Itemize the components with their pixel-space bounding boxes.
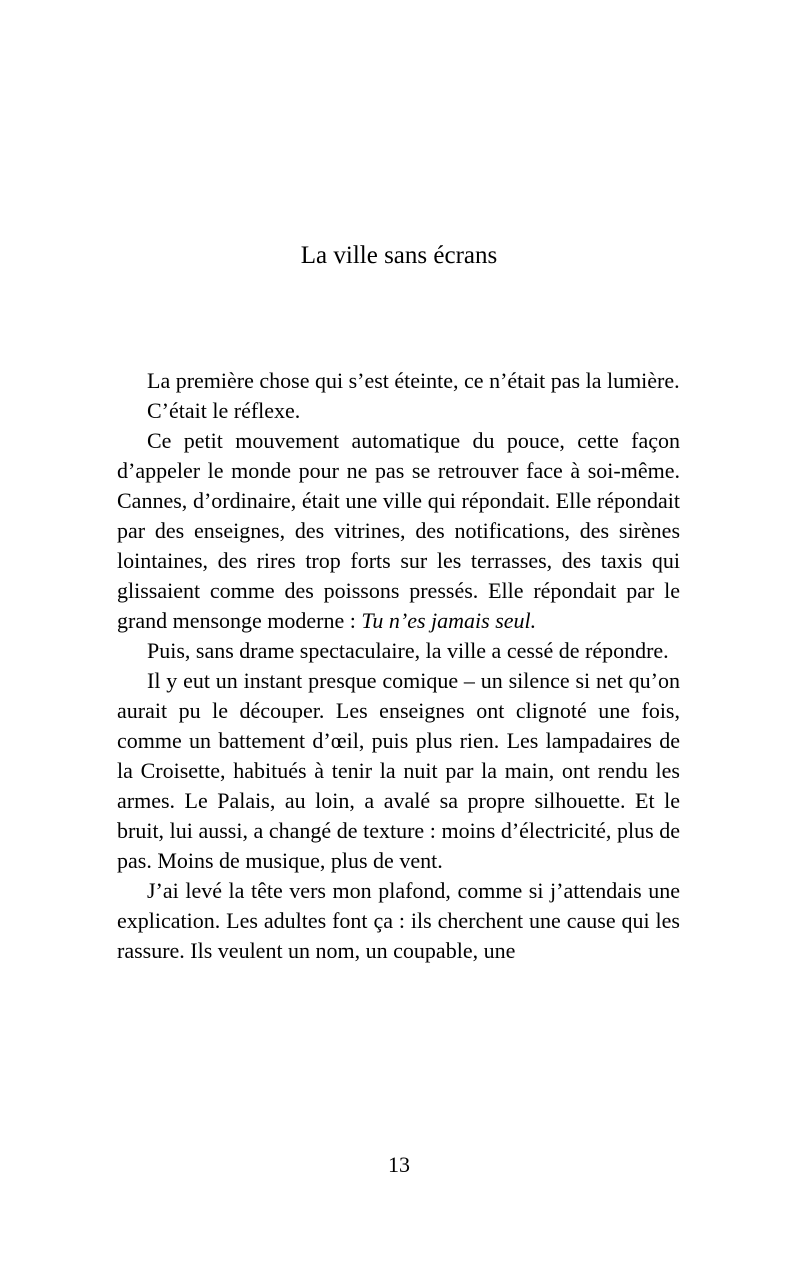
paragraph-text: J’ai levé la tête vers mon plafond, comme si j’attendais une explication. Les adultes font ça : ils cherchent une cause qui les rassure. Ils veulent un nom, un coupable, une	[117, 878, 680, 963]
paragraph	[117, 426, 680, 636]
chapter-title: La ville sans écrans	[300, 242, 498, 269]
paragraph	[117, 366, 680, 396]
paragraph	[117, 396, 680, 426]
paragraph-text: Ce petit mouvement automatique du pouce, cette façon d’appeler le monde pour ne pas se retrouver face à soi-même. Cannes, d’ordinaire, était une ville qui répondait. Elle répondait par des enseignes, des vitrines, des notifications, des sirènes lointaines, des rires trop forts sur les terrasses, des taxis qui glissaient comme des poissons pressés. Elle répondait par le grand mensonge moderne :	[117, 428, 680, 633]
body-text	[117, 366, 680, 966]
paragraph	[117, 876, 680, 966]
italic-phrase: Tu n’es jamais seul.	[361, 608, 537, 633]
paragraph-text: C’était le réflexe.	[147, 398, 301, 423]
paragraph-text: Puis, sans drame spectaculaire, la ville a cessé de répondre.	[147, 638, 669, 663]
page-number: 13	[388, 1152, 410, 1177]
paragraph-text: La première chose qui s’est éteinte, ce n’était pas la lumière.	[147, 368, 680, 393]
paragraph	[117, 636, 680, 666]
paragraph	[117, 666, 680, 876]
paragraph-text: Il y eut un instant presque comique – un silence si net qu’on aurait pu le découper. Les enseignes ont clignoté une fois, comme un battement d’œil, puis plus rien. Les lampadaires de la Croisette, habitués à tenir la nuit par la main, ont rendu les armes. Le Palais, au loin, a avalé sa propre silhouette. Et le bruit, lui aussi, a changé de texture : moins d’électricité, plus de pas. Moins de musique, plus de vent.	[117, 668, 680, 873]
